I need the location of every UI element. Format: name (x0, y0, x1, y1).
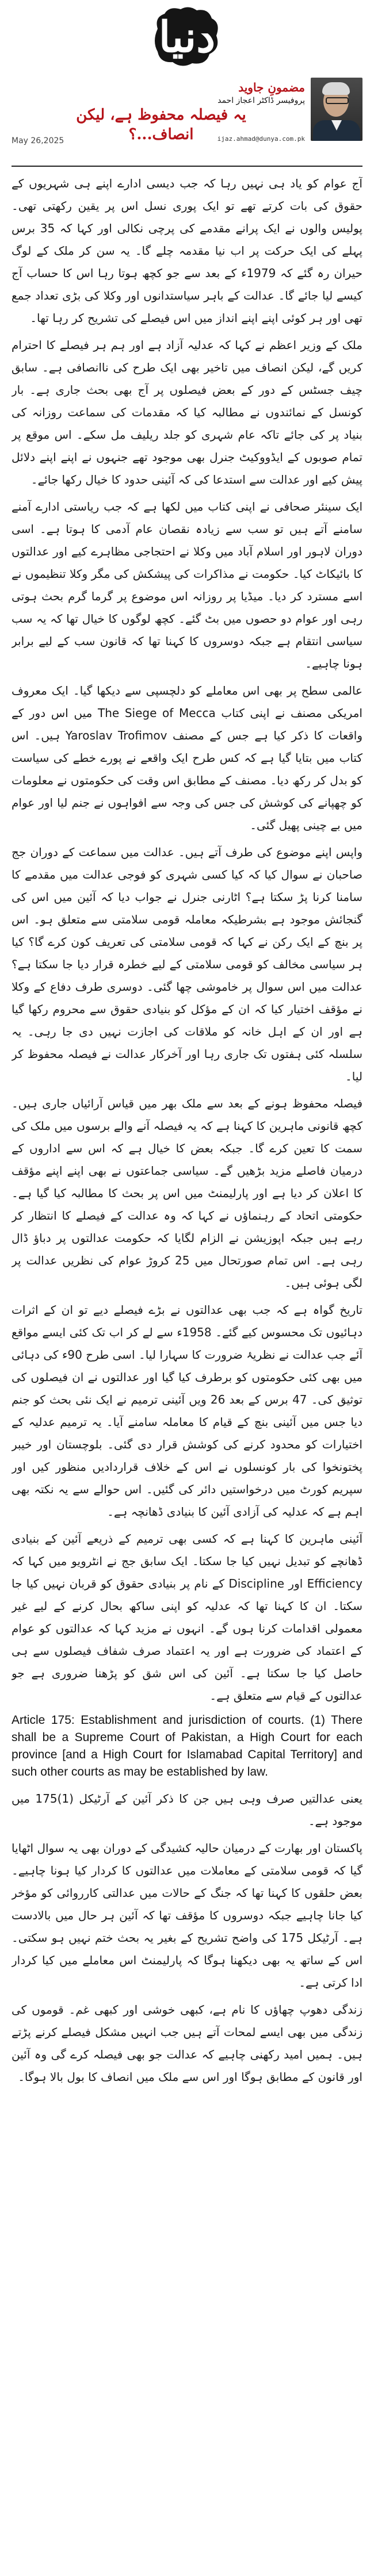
paragraph: فیصلہ محفوظ ہونے کے بعد سے ملک بھر میں قیاس آرائیاں جاری ہیں۔ کچھ قانونی ماہرین کا کہنا ہے کہ یہ فیصلہ آنے والے برسوں میں ملک کی سمت کا تعین کرے گا۔ جبکہ بعض کا خیال ہے کہ اس سے اداروں کے درمیان فاصلے مزید بڑھیں گے۔ سیاسی جماعتوں نے بھی اپنے اپنے مؤقف کا اعلان کر دیا ہے اور پارلیمنٹ میں اس پر بحث کا مطالبہ کیا گیا ہے۔ حکومتی اتحاد کے رہنماؤں نے کہا کہ وہ عدالت کے فیصلے کا انتظار کر رہے ہیں جبکہ اپوزیشن نے الزام لگایا کہ حکومت عدالتوں پر دباؤ ڈال رہی ہے۔ اس تمام صورتحال میں 25 کروڑ عوام کی نظریں عدالت پر لگی ہوئی ہیں۔ (12, 1097, 362, 1290)
logo-text: دنیا (158, 13, 216, 62)
paragraph: آئینی ماہرین کا کہنا ہے کہ کسی بھی ترمیم کے ذریعے آئین کے بنیادی ڈھانچے کو تبدیل نہیں کیا جا سکتا۔ ایک سابق جج نے انٹرویو میں کہا کہ Efficiency اور Discipline کے نام پر بنیادی حقوق کو قربان نہیں کیا جا سکتا۔ ان کا کہنا تھا کہ عدلیہ کو اپنی ساکھ بحال کرنے کے لیے غیر معمولی اقدامات کرنا ہوں گے۔ انہوں نے مزید کہا کہ عدالتوں کو عوام کے اعتماد کی ضرورت ہے اور یہ اعتماد صرف شفاف فیصلوں سے ہی حاصل کیا جا سکتا ہے۔ آئین کی اس شق کو پڑھنا ضروری ہے جو عدالتوں کے قیام سے متعلق ہے۔ (12, 1532, 362, 1703)
paragraph: عالمی سطح پر بھی اس معاملے کو دلچسپی سے دیکھا گیا۔ ایک معروف امریکی مصنف نے اپنی کتاب The Siege of Mecca میں اس دور کے واقعات کا ذکر کیا ہے جس کے مصنف Yaroslav Trofimov ہیں۔ اس کتاب میں بتایا گیا ہے کہ کس طرح ایک واقعے نے پورے خطے کی سیاست کو بدل کر رکھ دیا۔ مصنف کے مطابق اس وقت کی حکومتوں نے معلومات کو چھپانے کی کوشش کی جس کی وجہ سے افواہوں نے جنم لیا اور عوام میں بے چینی پھیل گئی۔ (12, 684, 362, 832)
author-photo-glasses (326, 97, 349, 104)
paragraph: پاکستان اور بھارت کے درمیان حالیہ کشیدگی کے دوران بھی یہ سوال اٹھایا گیا کہ قومی سلامتی کے معاملات میں عدالتوں کا کردار کیا ہونا چاہیے۔ بعض حلقوں کا کہنا تھا کہ جنگ کے حالات میں عدالتی کارروائی کو مؤخر کیا جانا چاہیے جبکہ دوسروں کا مؤقف تھا کہ آئین ہر حال میں بالادست ہے۔ آرٹیکل 175 کی واضح تشریح کے بغیر یہ بحث ختم نہیں ہو سکتی۔ اس کے ساتھ یہ بھی دیکھنا ہوگا کہ پارلیمنٹ اس معاملے میں کیا کردار ادا کرتی ہے۔ (12, 1841, 362, 1989)
constitution-quote: Article 175: Establishment and jurisdiction of courts. (1) There shall be a Supreme Court of Pakistan, a High Court for each province [and a High Court for Islamabad Capital Territory] and such other courts as may be established by law. (12, 1713, 362, 1778)
column-name: مضمونِ جاوید (238, 80, 305, 94)
author-name: پروفیسر ڈاکٹر اعجاز احمد (217, 96, 305, 105)
article-body (12, 172, 362, 2564)
paragraph: تاریخ گواہ ہے کہ جب بھی عدالتوں نے بڑے فیصلے دیے تو ان کے اثرات دہائیوں تک محسوس کیے گئے۔ 1958ء سے لے کر اب تک کئی ایسے مواقع آئے جب عدالت نے نظریۂ ضرورت کا سہارا لیا۔ اسی طرح 90ء کی دہائی میں بھی کئی حکومتوں کو برطرف کیا گیا اور عدالتوں نے ان فیصلوں کی توثیق کی۔ 47 برس کے بعد 26 ویں آئینی ترمیم نے ایک نئی بحث کو جنم دیا جس میں آئینی بنچ کے قیام کا معاملہ سامنے آیا۔ یہ ترمیم عدلیہ کے اختیارات کو محدود کرنے کی کوشش قرار دی گئی۔ بلوچستان اور خیبر پختونخوا کی بار کونسلوں نے اس کے خلاف قراردادیں منظور کیں اور سپریم کورٹ میں درخواستیں دائر کی گئیں۔ اس حوالے سے یہ نکتہ بھی اہم ہے کہ عدلیہ کی آزادی آئین کا بنیادی ڈھانچہ ہے۔ (12, 1303, 362, 1519)
newspaper-logo (138, 6, 236, 69)
column-header (12, 78, 362, 158)
paragraph: یعنی عدالتیں صرف وہی ہیں جن کا ذکر آئین کے آرٹیکل (1)175 میں موجود ہے۔ (12, 1792, 362, 1828)
column-branding (213, 80, 305, 106)
header-divider (12, 166, 362, 167)
paragraph: زندگی دھوپ چھاؤں کا نام ہے، کبھی خوشی اور کبھی غم۔ قوموں کی زندگی میں بھی ایسے لمحات آتے ہیں جب انہیں مشکل فیصلے کرنے پڑتے ہیں۔ ہمیں امید رکھنی چاہیے کہ عدالت جو بھی فیصلہ کرے گی وہ آئین اور قانون کے مطابق ہوگا اور اس سے ملک میں انصاف کا بول بالا ہوگا۔ (12, 2003, 362, 2084)
masthead (0, 0, 374, 172)
publish-date: May 26,2025 (12, 136, 64, 145)
paragraph: آج عوام کو یاد ہی نہیں رہا کہ جب دیسی ادارے اپنے ہی شہریوں کے حقوق کی بات کرتے تھے تو ایک پوری نسل اس پر یقین رکھتی تھی۔ پولیس والوں نے ایک پرانے مقدمے کی پرچی نکالی اور کہا کہ 35 برس پہلے کی ایک حرکت پر اب نیا مقدمہ چلے گا۔ یہ سن کر ملک کے لوگ حیران رہ گئے کہ 1979ء کے بعد سے جو کچھ ہوتا رہا اس کا حساب آج کیسے لیا جائے گا۔ عدالت کے باہر سیاستدانوں اور وکلا کی بڑی تعداد جمع تھی اور ہر کوئی اپنے اپنے انداز میں اس فیصلے کی تشریح کر رہا تھا۔ (12, 177, 362, 325)
paragraph: ملک کے وزیر اعظم نے کہا کہ عدلیہ آزاد ہے اور ہم ہر فیصلے کا احترام کریں گے، لیکن انصاف میں تاخیر بھی ایک طرح کی ناانصافی ہے۔ سابق چیف جسٹس کے دور کے بعض فیصلوں پر آج بھی بحث جاری ہے۔ بار کونسل کے نمائندوں نے مطالبہ کیا کہ مقدمات کی سماعت روزانہ کی بنیاد پر کی جائے تاکہ عام شہری کو جلد ریلیف مل سکے۔ اس موقع پر تمام صوبوں کے ایڈووکیٹ جنرل بھی موجود تھے جنہوں نے اپنے اپنے دلائل پیش کیے اور عدالت سے استدعا کی کہ آئینی حدود کا خیال رکھا جائے۔ (12, 338, 362, 486)
paragraph: واپس اپنے موضوع کی طرف آتے ہیں۔ عدالت میں سماعت کے دوران جج صاحبان نے سوال کیا کہ کیا کسی شہری کو فوجی عدالت میں مقدمے کا سامنا کرنا پڑ سکتا ہے؟ اٹارنی جنرل نے جواب دیا کہ آئین میں اس کی گنجائش موجود ہے بشرطیکہ معاملہ قومی سلامتی سے متعلق ہو۔ اس پر بنچ کے ایک رکن نے کہا کہ قومی سلامتی کی تعریف کون کرے گا؟ کیا ہر سیاسی مخالف کو قومی سلامتی کے لیے خطرہ قرار دیا جا سکتا ہے؟ عدالت میں اس سوال پر خاموشی چھا گئی۔ دوسری طرف دفاع کے وکلا نے مؤقف اختیار کیا کہ ان کے مؤکل کو بنیادی حقوق سے محروم رکھا گیا ہے اور ان کے اہل خانہ کو ملاقات کی اجازت نہیں دی جا رہی۔ یہ سلسلہ کئی ہفتوں تک جاری رہا اور آخرکار عدالت نے فیصلہ محفوظ کر لیا۔ (12, 845, 362, 1083)
article-headline: یہ فیصلہ محفوظ ہے، لیکن انصاف...؟ (76, 106, 246, 143)
author-photo (311, 78, 362, 141)
paragraph: ایک سینئر صحافی نے اپنی کتاب میں لکھا ہے کہ جب ریاستی ادارے آمنے سامنے آتے ہیں تو سب سے زیادہ نقصان عام آدمی کا ہوتا ہے۔ اسی دوران لاہور اور اسلام آباد میں وکلا نے احتجاجی مظاہرے کیے اور عدالتوں کا بائیکاٹ کیا۔ حکومت نے مذاکرات کی پیشکش کی مگر وکلا تنظیموں نے اسے مسترد کر دیا۔ میڈیا پر روزانہ اس موضوع پر گرما گرم بحث ہوتی رہی اور عوام دو حصوں میں بٹ گئے۔ کچھ لوگوں کا خیال تھا کہ یہ سب سیاسی انتقام ہے جبکہ دوسروں کا کہنا تھا کہ قانون سب کے لیے برابر ہونا چاہیے۔ (12, 500, 362, 670)
author-photo-hair (322, 82, 350, 95)
author-email: ijaz.ahmad@dunya.com.pk (217, 135, 305, 143)
